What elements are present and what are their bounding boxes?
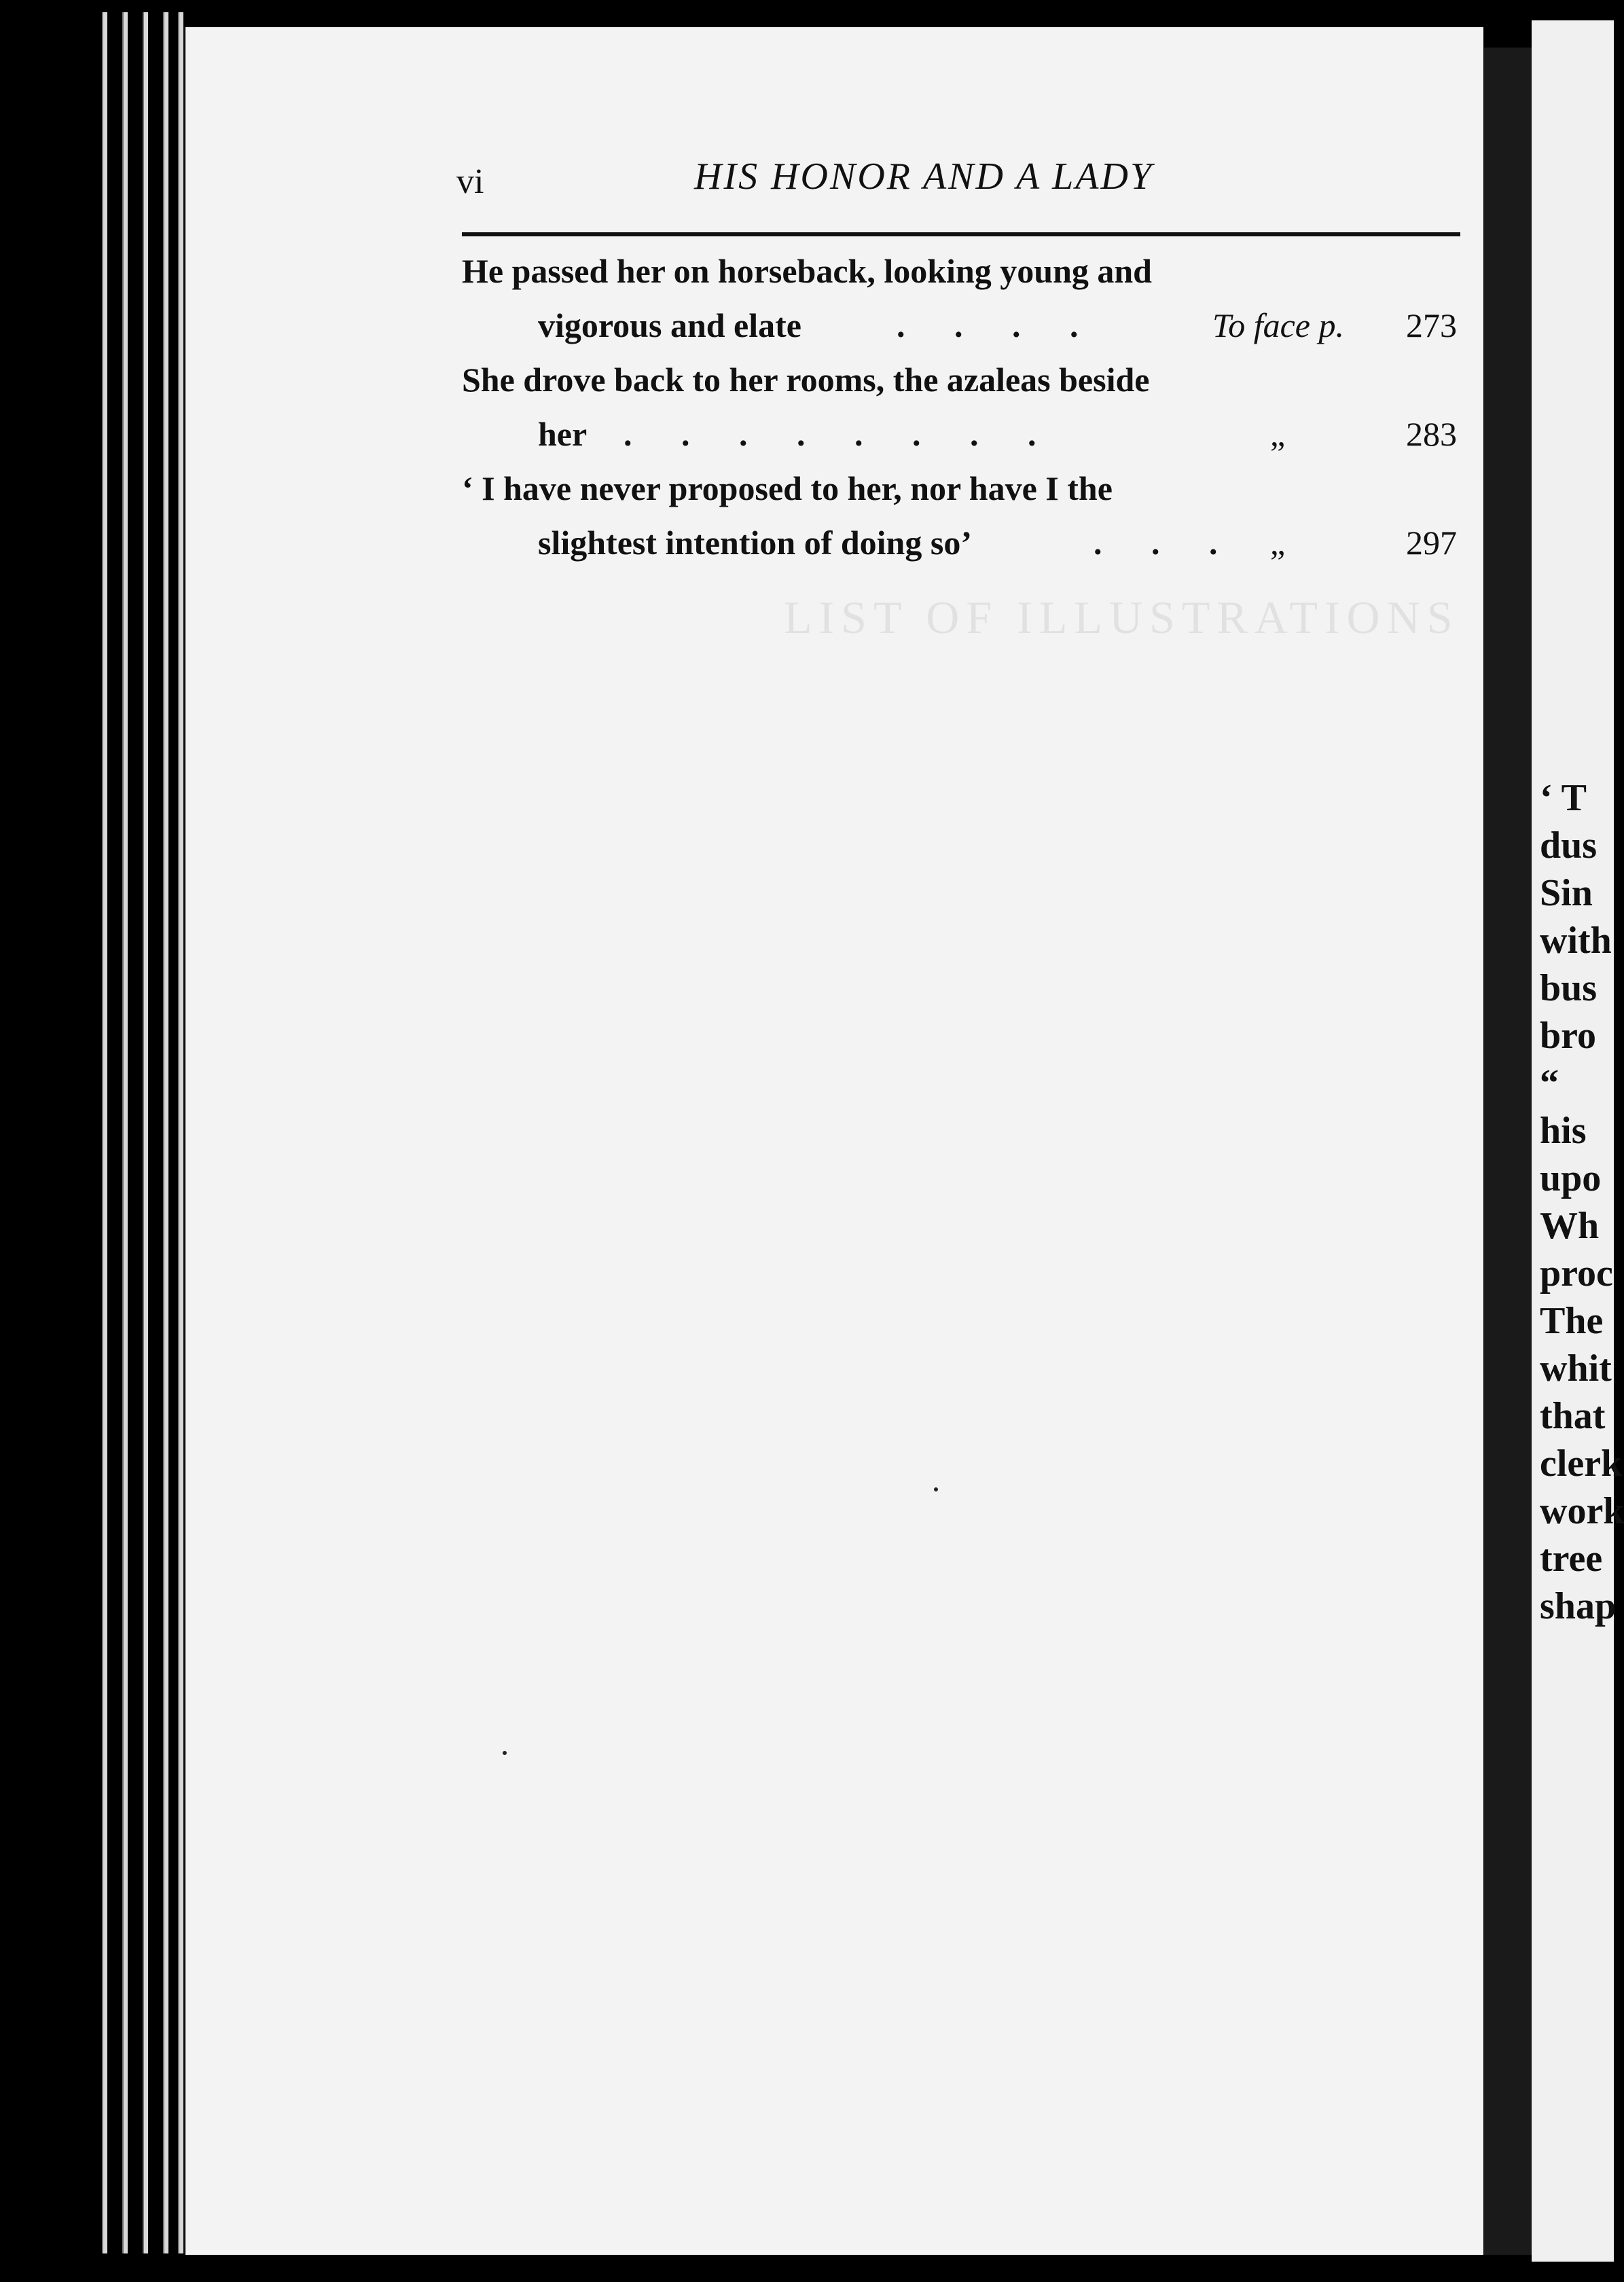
facing-line: work [1540,1490,1624,1532]
facing-line: bus [1540,967,1598,1009]
page-edge [163,12,168,2253]
book-title: HIS HONOR AND A LADY [694,156,1154,198]
running-head [456,155,1462,209]
page-edge [178,12,183,2253]
facing-line: proc [1540,1252,1613,1294]
ditto-mark: „ [1270,524,1286,562]
list-item [462,360,1481,469]
page-number-ref: 283 [1406,415,1457,453]
facing-line: The [1540,1300,1604,1342]
dot-leader: . . . . . . . . [624,415,1057,453]
dot-leader: . . . [1094,524,1238,562]
caption-line-1: She drove back to her rooms, the azaleas beside [462,361,1150,399]
facing-line: dus [1540,825,1598,867]
caption-line-1: ‘ I have never proposed to her, nor have I the [462,469,1113,507]
facing-line: ‘ T [1540,777,1587,819]
facing-line: with [1540,920,1612,962]
page-number-ref: 273 [1406,306,1457,344]
illustration-list [462,251,1481,577]
caption-line-2: her [538,415,588,453]
show-through-title: LIST OF ILLUSTRATIONS [784,592,1460,643]
facing-line: “ [1540,1062,1559,1104]
ditto-mark: „ [1270,415,1286,453]
print-speck [934,1487,938,1491]
dot-leader: . . . . [897,306,1099,344]
facing-line: clerk [1540,1443,1623,1485]
book-gutter [1484,48,1532,2255]
page-edge [143,12,148,2253]
caption-line-1: He passed her on horseback, looking young and [462,252,1152,290]
page-number-ref: 297 [1406,524,1457,562]
facing-line: whit [1540,1347,1612,1390]
page-edge [102,12,107,2253]
facing-line: Wh [1540,1205,1600,1247]
facing-line: bro [1540,1015,1596,1057]
facing-line: Sin [1540,872,1593,914]
caption-line-2: vigorous and elate [538,306,801,344]
print-speck [503,1751,507,1755]
facing-line: shap [1540,1585,1617,1627]
facing-page-text [1540,774,1624,1630]
facing-line: his [1540,1110,1587,1152]
facing-line: tree [1540,1538,1603,1580]
list-item [462,469,1481,577]
header-rule [462,232,1460,236]
page-edge [122,12,128,2253]
caption-line-2: slightest intention of doing so’ [538,524,972,562]
facing-page [1532,20,1624,2262]
facing-line: upo [1540,1157,1602,1199]
list-item [462,251,1481,360]
page-reference-label: To face p. [1212,306,1344,344]
facing-line: that [1540,1395,1606,1437]
page-number: vi [456,162,484,201]
